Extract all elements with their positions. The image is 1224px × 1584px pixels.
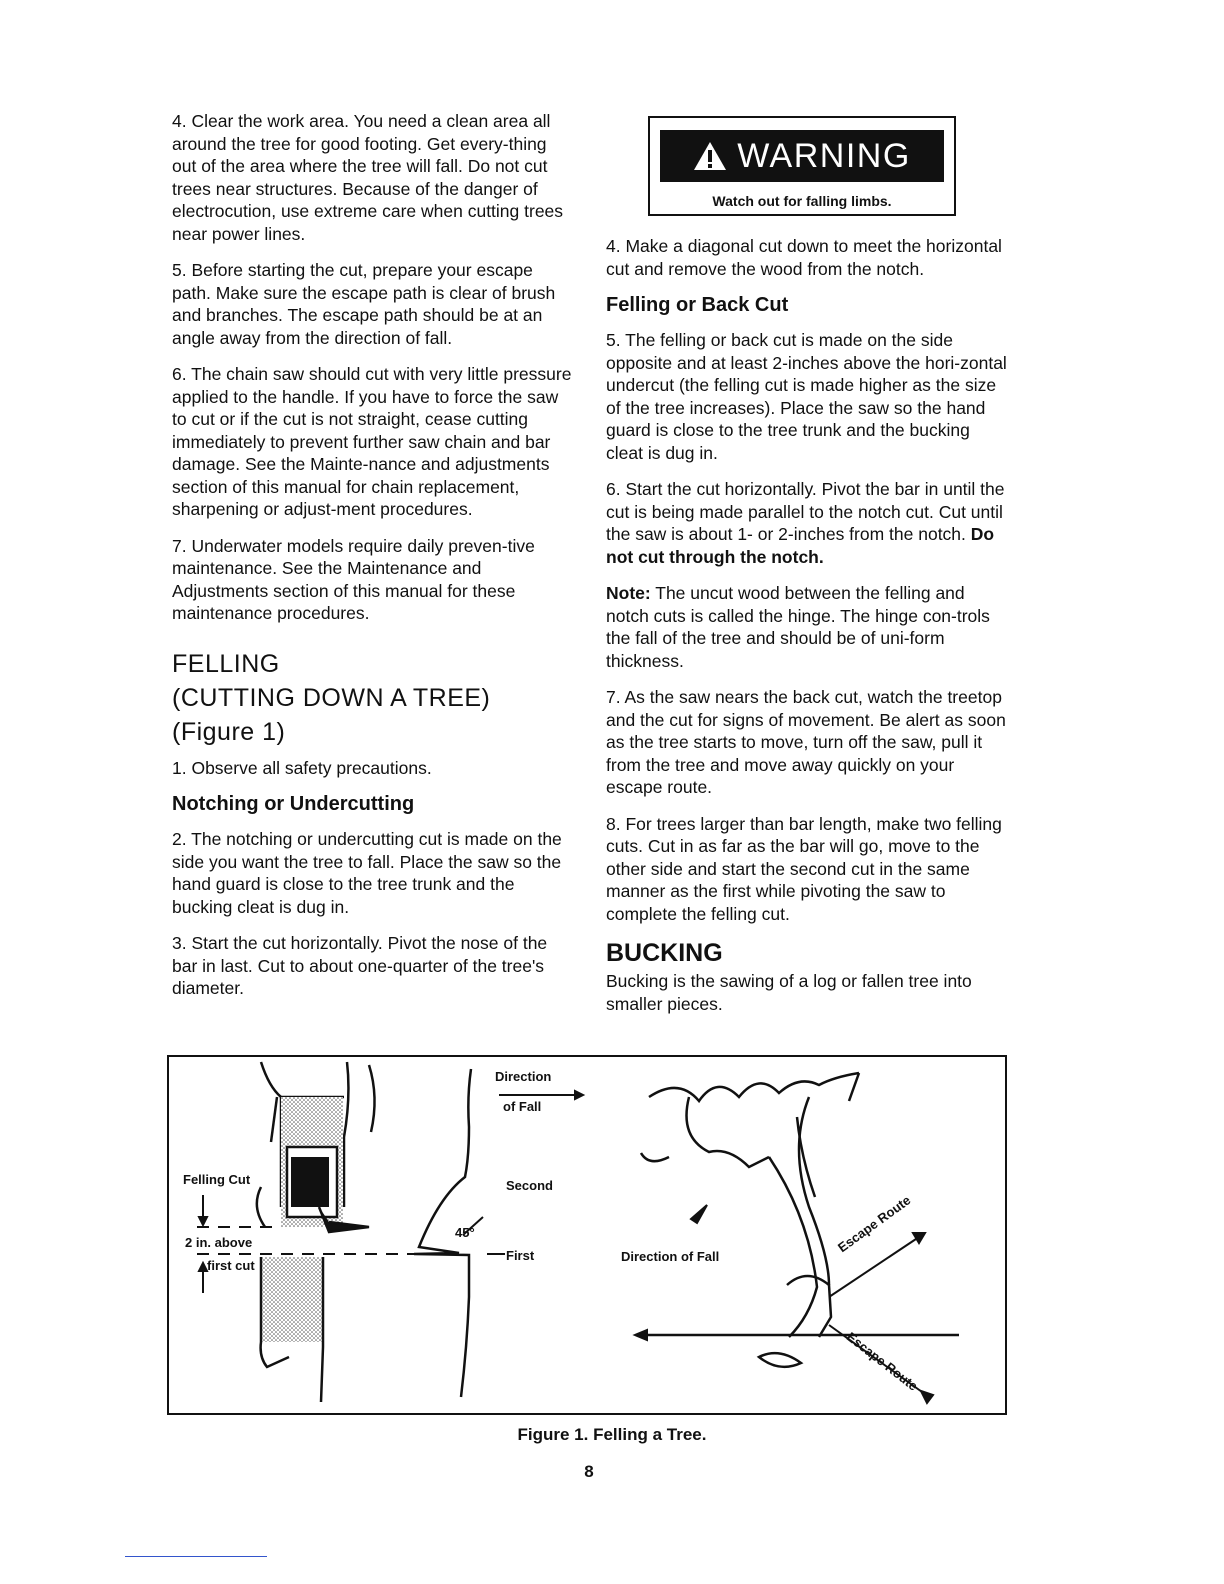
operator-drawing (257, 1062, 375, 1402)
paragraph-back-cut: 5. The felling or back cut is made on the side opposite and at least 2-inches above the hori-zontal undercut (the felling cut is made higher as the size of the tree increases). Place the saw so the hand guard is close to the tree trunk and the bucking cleat is dug in. (606, 330, 1007, 463)
felling-heading-line3: (Figure 1) (172, 717, 286, 746)
of-fall-label: of Fall (503, 1099, 542, 1114)
angle-label: 45° (455, 1225, 475, 1240)
footer-rule (125, 1556, 267, 1557)
escape-route-label-lower: Escape Route (843, 1329, 921, 1394)
bucking-heading: BUCKING (606, 939, 723, 967)
paragraph-notching-cut: 2. The notching or undercutting cut is made on the side you want the tree to fall. Place the saw so the hand guard is close to the tree trunk and the bucking cleat is dug in. (172, 829, 562, 917)
direction-of-fall-label: Direction of Fall (621, 1249, 720, 1264)
paragraph-diagonal-cut: 4. Make a diagonal cut down to meet the horizontal cut and remove the wood from the notch. (606, 236, 1002, 279)
note-text: The uncut wood between the felling and notch cuts is called the hinge. The hinge con-trols the fall of the tree and should be of uni-form thickness. (606, 583, 990, 671)
paragraph-escape-path: 5. Before starting the cut, prepare your escape path. Make sure the escape path is clear of brush and branches. The escape path should be at an angle away from the direction of fall. (172, 260, 556, 348)
first-cut-marker-label: First (506, 1248, 535, 1263)
pivot-bar-text: 6. Start the cut horizontally. Pivot the bar in until the cut is being made parallel to the notch cut. Cut until the saw is about 1- or 2-inches from the notch. (606, 479, 1005, 544)
paragraph-observe-safety: 1. Observe all safety precautions. (172, 757, 432, 778)
paragraph-start-cut: 3. Start the cut horizontally. Pivot the nose of the bar in last. Cut to about one-quarter of the tree's diameter. (172, 933, 548, 998)
tree-falling-drawing (639, 1073, 959, 1367)
direction-label: Direction (495, 1069, 552, 1084)
second-cut-label: Second (506, 1178, 553, 1193)
warning-message: Watch out for falling limbs. (712, 193, 892, 209)
felling-heading-line1: FELLING (172, 649, 280, 678)
paragraph-chain-pressure: 6. The chain saw should cut with very little pressure applied to the handle. If you have to force the saw to cut or if the cut is not straight, cease cutting immediately to prevent further saw chain and bar damage. See the Mainte-nance and adjustments section of this manual for chain replacement, sharpening or adjust-ment procedures. (172, 364, 572, 519)
paragraph-underwater-models: 7. Underwater models require daily preven-tive maintenance. See the Maintenance and Adjustments section of this manual for these maintenance procedures. (172, 535, 535, 623)
felling-cut-label: Felling Cut (183, 1172, 251, 1187)
notching-subheading: Notching or Undercutting (172, 793, 415, 815)
figure-caption: Figure 1. Felling a Tree. (517, 1425, 707, 1444)
two-in-above-label: 2 in. above (185, 1235, 253, 1250)
felling-heading-line2: (CUTTING DOWN A TREE) (172, 683, 491, 712)
direction-of-fall-arrow (463, 1091, 583, 1254)
paragraph-clear-work-area: 4. Clear the work area. You need a clean area all around the tree for good footing. Get every-thing out of the area where the tree will fall. Do not cut trees near structures. Because of the danger of electrocution, use extreme care when cutting trees near power lines. (172, 111, 564, 244)
right-column (606, 235, 1008, 1029)
figure-felling-tree (167, 1055, 1007, 1415)
left-column (172, 110, 574, 1014)
felling-heading (172, 647, 574, 749)
warning-banner (660, 130, 944, 182)
paragraph-note (606, 582, 1008, 672)
paragraph-bucking: Bucking is the sawing of a log or fallen tree into smaller pieces. (606, 971, 972, 1014)
first-cut-label: first cut (207, 1258, 255, 1273)
note-label: Note: (606, 583, 651, 603)
warning-box (648, 116, 956, 216)
paragraph-larger-trees: 8. For trees larger than bar length, make two felling cuts. Cut in as far as the bar will go, move to the other side and start the second cut in the same manner as the first while pivoting the saw to complete the felling cut. (606, 813, 1002, 924)
page-number: 8 (584, 1462, 594, 1481)
paragraph-watch-treetop: 7. As the saw nears the back cut, watch the treetop and the cut for signs of movement. Be alert as soon as the tree starts to move, turn off the saw, pull it from the tree and move away quickly on your escape route. (606, 687, 1006, 797)
warning-triangle-icon (693, 141, 727, 171)
warning-label: WARNING (737, 136, 911, 175)
escape-route-label-upper: Escape Route (835, 1192, 914, 1256)
do-not-cut-warning: Do not cut through the notch. (606, 524, 995, 567)
paragraph-pivot-bar (606, 478, 1008, 568)
felling-back-cut-subheading: Felling or Back Cut (606, 294, 789, 316)
